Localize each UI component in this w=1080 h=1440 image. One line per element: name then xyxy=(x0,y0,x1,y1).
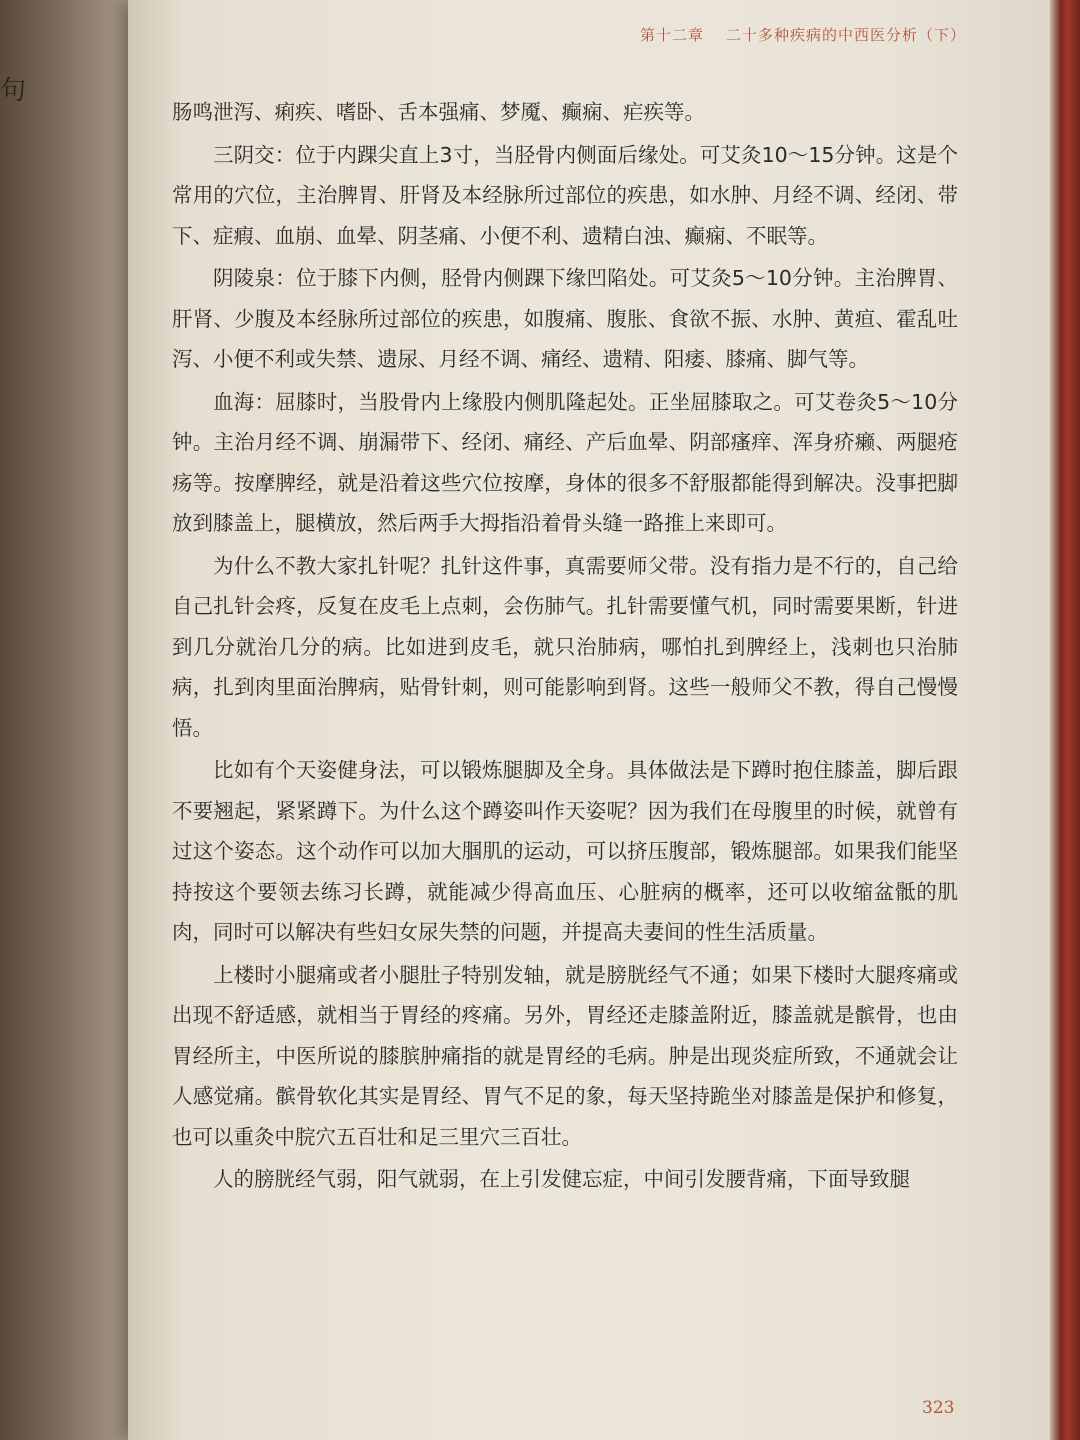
paragraph: 为什么不教大家扎针呢？扎针这件事，真需要师父带。没有指力是不行的，自己给自己扎针会疼，反复在皮毛上点刺，会伤肺气。扎针需要懂气机，同时需要果断，针进到几分就治几分的病。比如进到皮毛，就只治肺病，哪怕扎到脾经上，浅刺也只治肺病，扎到肉里面治脾病，贴骨针刺，则可能影响到肾。这些一般师父不教，得自己慢慢悟。 xyxy=(172,553,958,740)
chapter-number: 第十二章 xyxy=(640,26,705,44)
paragraph: 肠鸣泄泻、痢疾、嗜卧、舌本强痛、梦魇、癫痫、疟疾等。 xyxy=(172,100,705,124)
paragraph: 人的膀胱经气弱，阳气就弱，在上引发健忘症，中间引发腰背痛，下面导致腿 xyxy=(213,1167,910,1191)
paragraph: 血海：屈膝时，当股骨内上缘股内侧肌隆起处。正坐屈膝取之。可艾卷灸5～10分钟。主治月经不调、崩漏带下、经闭、痛经、产后血晕、阴部瘙痒、浑身疥癞、两腿疮疡等。按摩脾经，就是沿着这些穴位按摩，身体的很多不舒服都能得到解决。没事把脚放到膝盖上，腿横放，然后两手大拇指沿着骨头缝一路推上来即可。 xyxy=(172,389,958,535)
book-cover-edge xyxy=(1050,0,1080,1440)
paragraph: 三阴交：位于内踝尖直上3寸，当胫骨内侧面后缘处。可艾灸10～15分钟。这是个常用的穴位，主治脾胃、肝肾及本经脉所过部位的疾患，如水肿、月经不调、经闭、带下、症瘕、血崩、血晕、阴茎痛、小便不利、遗精白浊、癫痫、不眠等。 xyxy=(172,142,958,248)
page-number: 323 xyxy=(922,1398,955,1418)
paragraph: 上楼时小腿痛或者小腿肚子特别发轴，就是膀胱经气不通；如果下楼时大腿疼痛或出现不舒适感，就相当于胃经的疼痛。另外，胃经还走膝盖附近，膝盖就是髌骨，也由胃经所主，中医所说的膝膑肿痛指的就是胃经的毛病。肿是出现炎症所致，不通就会让人感觉痛。髌骨软化其实是胃经、胃气不足的象，每天坚持跪坐对膝盖是保护和修复，也可以重灸中脘穴五百壮和足三里穴三百壮。 xyxy=(172,962,958,1149)
running-header xyxy=(640,24,970,45)
page-body xyxy=(172,92,958,1202)
facing-page-glyph: 句 xyxy=(0,76,27,106)
paragraph: 比如有个天姿健身法，可以锻炼腿脚及全身。具体做法是下蹲时抱住膝盖，脚后跟不要翘起，紧紧蹲下。为什么这个蹲姿叫作天姿呢？因为我们在母腹里的时候，就曾有过这个姿态。这个动作可以加大腘肌的运动，可以挤压腹部，锻炼腿部。如果我们能坚持按这个要领去练习长蹲，就能减少得高血压、心脏病的概率，还可以收缩盆骶的肌肉，同时可以解决有些妇女尿失禁的问题，并提高夫妻间的性生活质量。 xyxy=(172,758,958,944)
chapter-title: 二十多种疾病的中西医分析（下） xyxy=(726,26,967,44)
paragraph: 阴陵泉：位于膝下内侧，胫骨内侧踝下缘凹陷处。可艾灸5～10分钟。主治脾胃、肝肾、少腹及本经脉所过部位的疾患，如腹痛、腹胀、食欲不振、水肿、黄疸、霍乱吐泻、小便不利或失禁、遗尿、月经不调、痛经、遗精、阳痿、膝痛、脚气等。 xyxy=(172,266,958,371)
